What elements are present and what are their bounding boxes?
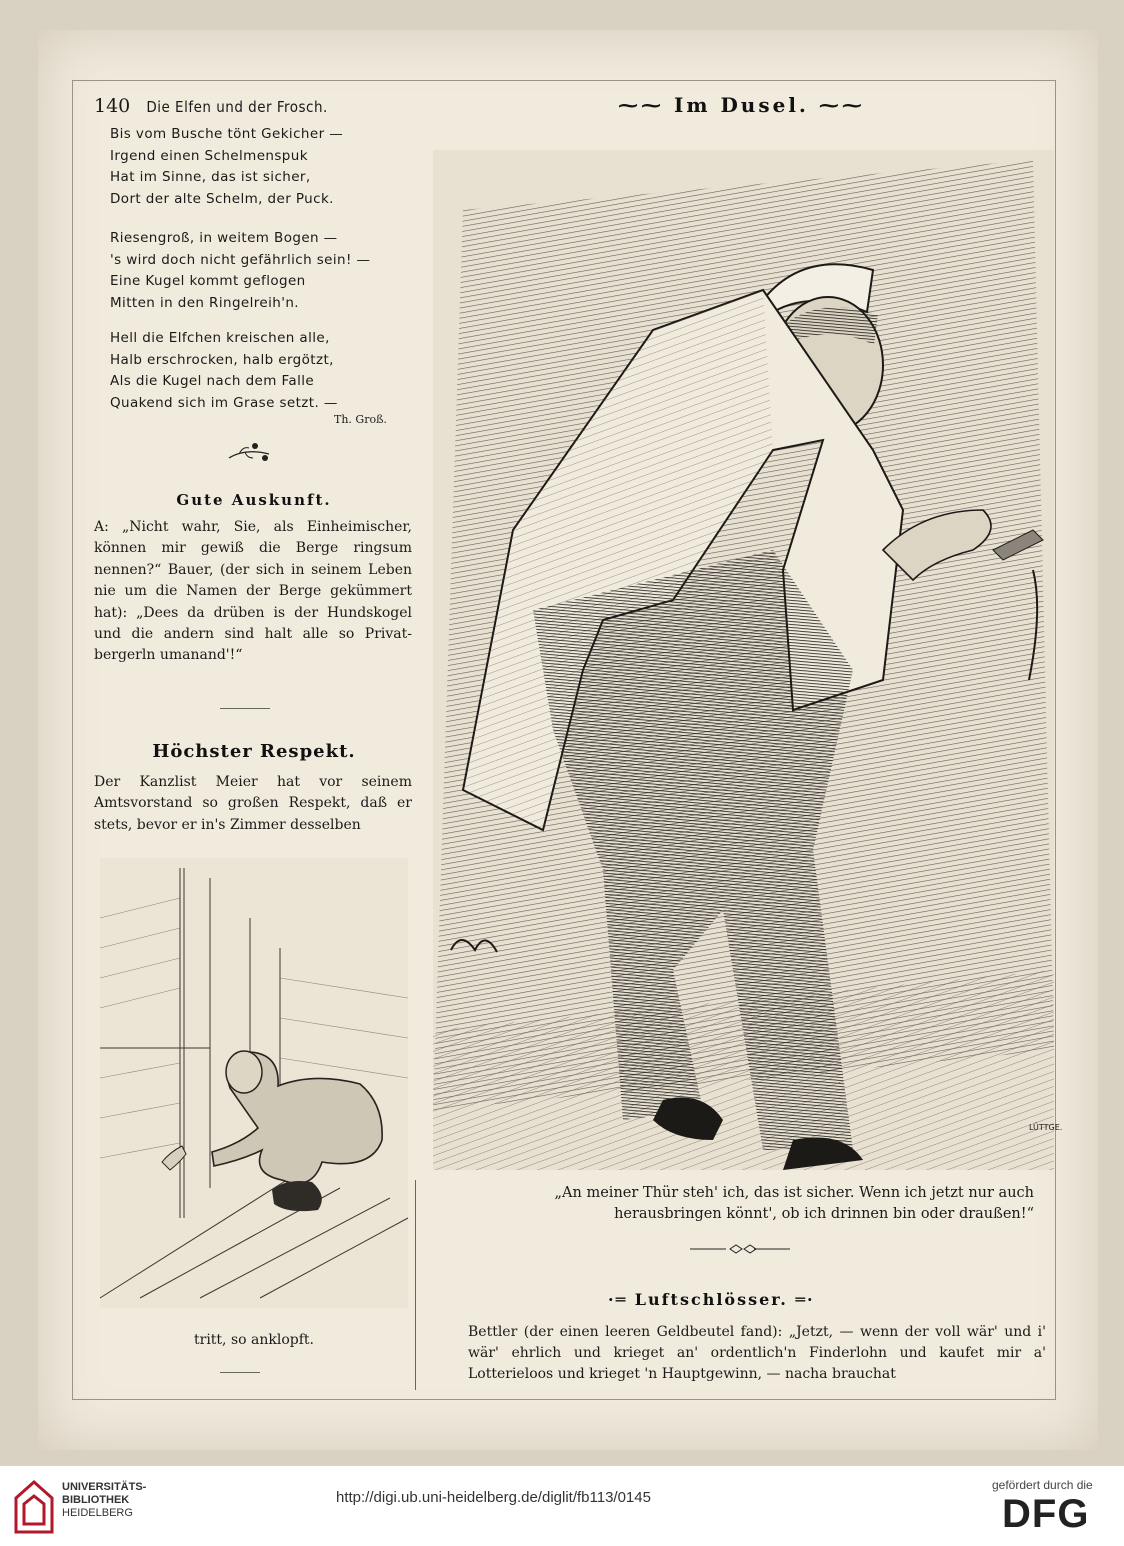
- poem-stanza-3: [110, 328, 338, 414]
- poem-line: Hell die Elfchen kreischen alle,: [110, 330, 330, 346]
- poem-line: Irgend einen Schelmenspuk: [110, 147, 308, 164]
- im-dusel-caption: „An meiner Thür steh' ich, das ist sicher. Wenn ich jetzt nur auch herausbringen könnt', ob ich drinnen bin oder draußen!“: [554, 1185, 1034, 1222]
- institution-line: BIBLIOTHEK: [62, 1494, 130, 1506]
- permalink-url[interactable]: http://digi.ub.uni-heidelberg.de/diglit/fb113/0145: [336, 1489, 651, 1506]
- column-rule: [415, 1180, 416, 1390]
- im-dusel-title-text: Im Dusel.: [673, 93, 809, 117]
- caption-ornament: [690, 1242, 790, 1256]
- dfg-logo[interactable]: DFG: [1002, 1492, 1090, 1536]
- poem-line: Als die Kugel nach dem Falle: [110, 373, 315, 389]
- title-swash-left: ·═: [608, 1290, 635, 1309]
- title-swash-left: ⁓⁓: [618, 93, 664, 117]
- running-title: Die Elfen und der Frosch.: [146, 98, 328, 116]
- poem-line: Quakend sich im Grase setzt. —: [110, 394, 338, 411]
- poem-line: Eine Kugel kommt geflogen: [110, 273, 306, 289]
- luftschloesser-title-text: Luftschlösser.: [634, 1290, 788, 1309]
- institution-name[interactable]: [62, 1481, 146, 1520]
- luftschloesser-title: [608, 1290, 815, 1309]
- page-header: [94, 95, 328, 117]
- hoechster-respekt-text: Der Kanzlist Meier hat vor seinem Amtsvorstand so großen Respekt, daß er stets, bevor er in's Zimmer desselben: [94, 774, 412, 833]
- artist-signature: LÜTTGE.: [1029, 1123, 1063, 1132]
- hoechster-respekt-title: Höchster Respekt.: [152, 741, 356, 762]
- luftschloesser-text: Bettler (der einen leeren Geldbeutel fand): „Jetzt, — wenn der voll wär' und i' wär' ehrlich und krieget an' ordentlich'n Finderlohn und kaufet mir a' Lotterieloos und krieget 'n Hauptgewinn, — nacha brauchat: [468, 1324, 1046, 1382]
- drunk-man-at-door-illustration: [433, 150, 1063, 1170]
- section-divider: [220, 1372, 260, 1373]
- knocking-clerk-illustration: [100, 858, 408, 1308]
- poem-line: Riesengroß, in weitem Bogen —: [110, 230, 338, 246]
- institution-line: HEIDELBERG: [62, 1507, 133, 1519]
- poem-line: Halb erschrocken, halb ergötzt,: [110, 351, 334, 368]
- ub-heidelberg-logo-icon[interactable]: [14, 1478, 54, 1534]
- page-number: 140: [94, 95, 131, 117]
- poem-line: Hat im Sinne, das ist sicher,: [110, 169, 311, 185]
- institution-line: UNIVERSITÄTS-: [62, 1481, 147, 1493]
- fleuron-ornament: [225, 436, 275, 466]
- im-dusel-title: [618, 93, 865, 117]
- gute-auskunft-text: A: „Nicht wahr, Sie, als Einheimischer, können mir gewiß die Berge ringsum nennen?“ Bauer, (der sich in seinem Leben nie um die Namen der Berge gekümmert hat): „Dees da drüben is der Hundskogel und die andern sind halt alle so Privat-bergerln umanand'!“: [94, 519, 412, 664]
- title-swash-right: ⁓⁓: [818, 93, 865, 117]
- title-swash-right: ═·: [795, 1290, 815, 1309]
- funding-note: gefördert durch die: [992, 1478, 1093, 1492]
- poem-line: Mitten in den Ringelreih'n.: [110, 294, 299, 311]
- gute-auskunft-title: Gute Auskunft.: [176, 491, 332, 509]
- knocking-clerk-caption: tritt, so anklopft.: [194, 1332, 314, 1348]
- footer-bar: [0, 1466, 1124, 1546]
- poem-stanza-1: [110, 124, 343, 210]
- poem-author: Th. Groß.: [334, 413, 387, 426]
- poem-stanza-2: [110, 228, 370, 314]
- section-divider: [220, 708, 270, 709]
- poem-line: 's wird doch nicht gefährlich sein! —: [110, 251, 371, 268]
- poem-line: Dort der alte Schelm, der Puck.: [110, 190, 334, 207]
- poem-line: Bis vom Busche tönt Gekicher —: [110, 126, 344, 142]
